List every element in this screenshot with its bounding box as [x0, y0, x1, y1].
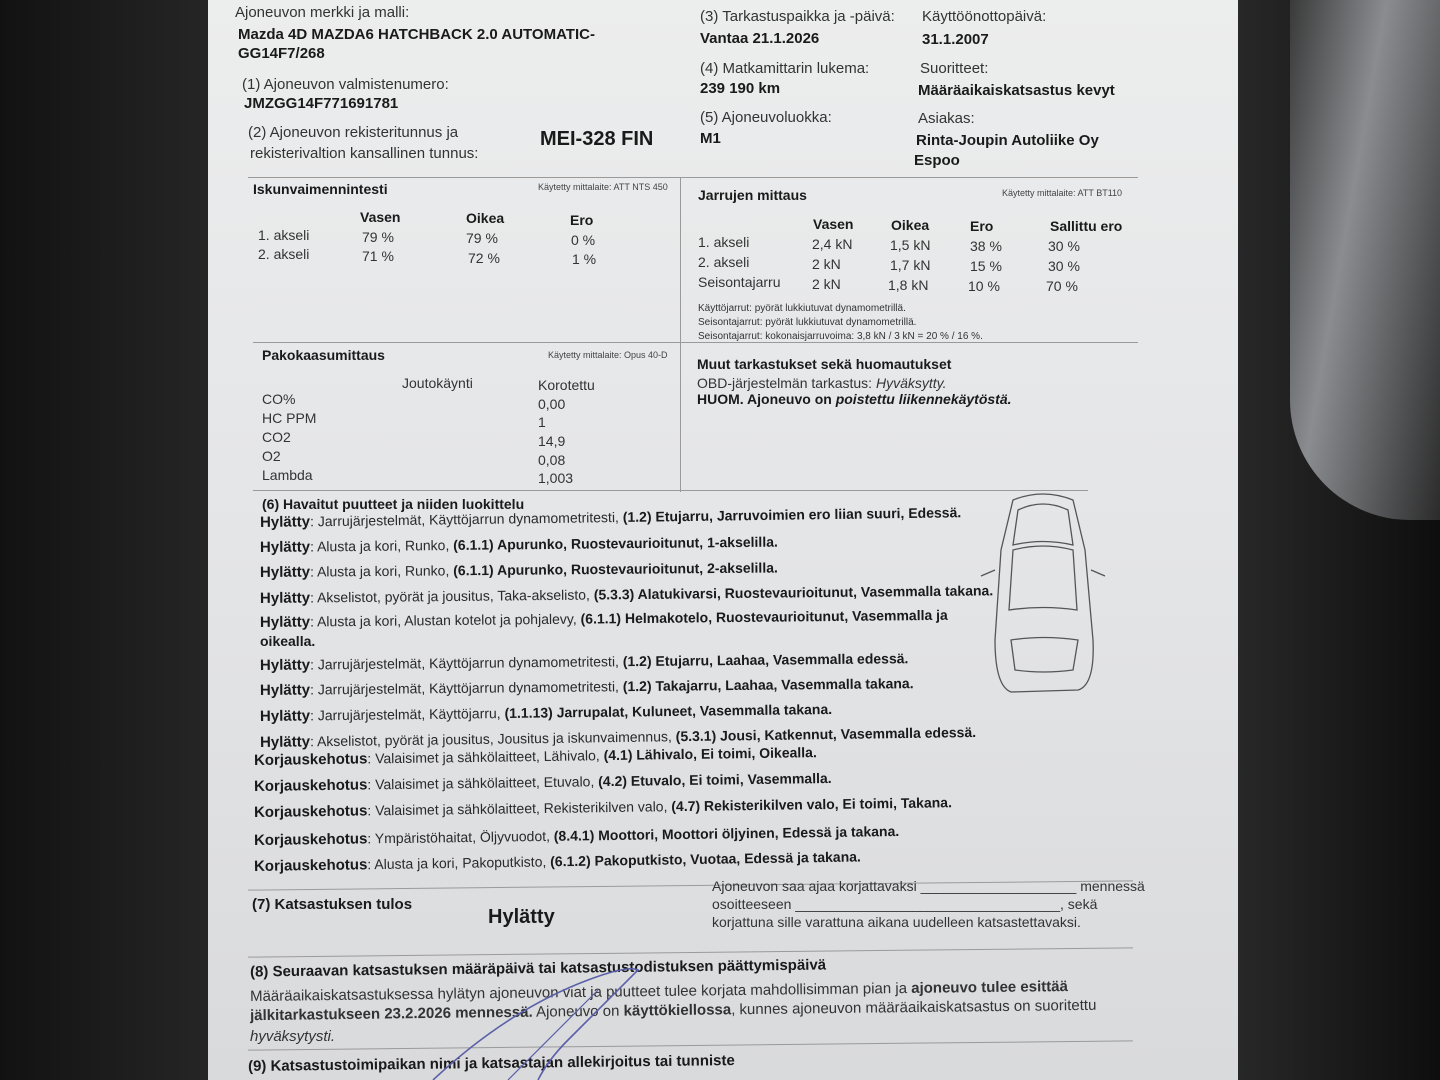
vin-value: JMZGG14F771691781: [244, 95, 399, 112]
defect-detail: (4.7) Rekisterikilven valo, Ei toimi, Takana.: [671, 794, 953, 815]
defect-type: Korjauskehotus: [253, 802, 368, 821]
background-console: [1290, 0, 1440, 520]
defect-detail: (1.2) Etujarru, Jarruvoimien ero liian suuri, Edessä.: [622, 504, 962, 525]
exhaust-title: Pakokaasumittaus: [262, 347, 385, 363]
cell: 2,4 kN: [812, 236, 853, 252]
exhaust-value: 1,003: [538, 470, 574, 486]
result-title: (7) Katsastuksen tulos: [252, 896, 413, 913]
defect-detail: (6.1.1) Apurunko, Ruostevaurioitunut, 2-akselilla.: [453, 559, 778, 579]
cell: 0 %: [571, 232, 596, 248]
cell: 70 %: [1046, 278, 1078, 294]
defect-type: Hylätty: [259, 513, 311, 531]
exhaust-param: O2: [262, 448, 281, 464]
brakes-device: Käytetty mittalaite: ATT BT110: [1002, 188, 1123, 198]
customer-city: Espoo: [914, 152, 960, 169]
col-header: Oikea: [891, 217, 930, 233]
defect-item-continued: [260, 633, 315, 649]
defect-category: : Akselistot, pyörät ja jousitus, Taka-akselisto,: [309, 586, 594, 606]
reg-label: (2) Ajoneuvon rekisteritunnus ja: [248, 124, 459, 141]
drive-text-3: korjattuna sille varattuna aikana uudelleen katsastettavaksi.: [712, 914, 1081, 930]
next-text: Määräaikaiskatsastuksessa hylätyn ajoneuvon viat ja puutteet tulee korjata mahdollisimman pian ja ajoneuvo tulee esittää: [249, 978, 1068, 1005]
defect-category: : Alusta ja kori, Alustan kotelot ja pohjalevy,: [309, 610, 581, 630]
defect-type: Korjauskehotus: [253, 856, 368, 875]
make-value-2: GG14F7/268: [238, 45, 325, 62]
exhaust-value: 0,00: [538, 396, 566, 412]
make-label: Ajoneuvon merkki ja malli:: [235, 4, 410, 21]
defect-item: [254, 794, 952, 821]
col-header: Ero: [970, 218, 994, 234]
vin-label: (1) Ajoneuvon valmistenumero:: [242, 76, 449, 93]
intro-value: 31.1.2007: [922, 31, 989, 48]
defect-type: Hylätty: [259, 681, 311, 699]
col-header: Vasen: [360, 209, 401, 225]
obd-check: OBD-järjestelmän tarkastus: Hyväksytty.: [697, 375, 947, 391]
defect-detail: (5.3.3) Alatukivarsi, Ruostevaurioitunut, Vasemmalla takana.: [593, 582, 994, 603]
divider: [253, 490, 1088, 491]
defect-category: : Alusta ja kori, Runko,: [309, 536, 454, 555]
next-title: (8) Seuraavan katsastuksen määräpäivä tai katsastustodistuksen päättymispäivä: [249, 956, 827, 981]
defect-type: Hylätty: [259, 733, 311, 751]
cell: 1,8 kN: [888, 277, 929, 293]
result-value: Hylätty: [488, 906, 555, 928]
defect-category: : Valaisimet ja sähkölaitteet, Etuvalo,: [367, 773, 599, 793]
perf-value: Määräaikaiskatsastus kevyt: [918, 82, 1115, 99]
col-header: Korotettu: [538, 377, 595, 393]
class-label: (5) Ajoneuvoluokka:: [700, 109, 832, 126]
defect-item: [260, 650, 909, 674]
cell: 72 %: [468, 250, 500, 266]
defect-type: Hylätty: [259, 707, 311, 725]
background-seat-left: [0, 0, 215, 1080]
brakes-note: Seisontajarrut: kokonaisjarruvoima: 3,8 kN / 3 kN = 20 % / 16 %.: [698, 331, 983, 342]
defect-detail: (5.3.1) Jousi, Katkennut, Vasemmalla edessä.: [675, 724, 977, 745]
make-value: Mazda 4D MAZDA6 HATCHBACK 2.0 AUTOMATIC-: [238, 26, 595, 43]
defect-item: [260, 582, 993, 607]
col-header: Vasen: [813, 216, 854, 232]
defect-detail: (1.2) Takajarru, Laahaa, Vasemmalla takana.: [622, 675, 914, 695]
car-diagram-icon: [973, 490, 1113, 700]
defect-item: [254, 770, 832, 795]
defects-title: (6) Havaitut puutteet ja niiden luokittelu: [262, 496, 525, 512]
cell: 1. akseli: [258, 227, 310, 243]
next-text-3: hyväksytysti.: [250, 1028, 336, 1045]
shock-title: Iskunvaimennintesti: [253, 181, 388, 197]
cell: 1 %: [572, 251, 597, 267]
cell: 30 %: [1048, 258, 1080, 274]
cell: 30 %: [1048, 238, 1080, 254]
cell: 10 %: [968, 278, 1000, 294]
defect-type: Korjauskehotus: [253, 776, 368, 795]
divider: [248, 177, 1138, 178]
exhaust-param: Lambda: [262, 467, 313, 483]
defect-detail: (4.1) Lähivalo, Ei toimi, Oikealla.: [603, 744, 817, 764]
drive-address: osoitteeseen __________________________________, sekä: [712, 896, 1098, 912]
defect-type: Hylätty: [259, 589, 311, 607]
intro-label: Käyttöönottopäivä:: [922, 8, 1047, 25]
defect-detail: (1.2) Etujarru, Laahaa, Vasemmalla edessä.: [622, 650, 909, 670]
exhaust-param: HC PPM: [262, 410, 317, 426]
exhaust-value: 14,9: [538, 433, 566, 449]
defect-item: [260, 559, 778, 581]
exhaust-device: Käytetty mittalaite: Opus 40-D: [548, 350, 668, 360]
defect-category: : Akselistot, pyörät ja jousitus, Jousitus ja iskunvaimennus,: [309, 728, 676, 750]
reg-value: MEI-328 FIN: [540, 128, 654, 150]
reg-label-2: rekisterivaltion kansallinen tunnus:: [250, 145, 479, 162]
defect-type: Hylätty: [259, 613, 311, 631]
defect-item: [254, 823, 899, 849]
signature-title: (9) Katsastustoimipaikan nimi ja katsastajan allekirjoitus tai tunniste: [247, 1052, 735, 1075]
defect-category: : Valaisimet ja sähkölaitteet, Lähivalo,: [367, 747, 604, 767]
cell: 1,7 kN: [890, 257, 931, 273]
divider: [248, 1040, 1133, 1050]
defect-type: Korjauskehotus: [253, 750, 368, 769]
drive-text: Ajoneuvon saa ajaa korjattavaksi ____________________ mennessä: [712, 878, 1145, 894]
cell: 15 %: [970, 258, 1002, 274]
shock-device: Käytetty mittalaite: ATT NTS 450: [538, 182, 668, 192]
cell: 79 %: [362, 229, 394, 245]
cell: 71 %: [362, 248, 394, 264]
defect-category: : Valaisimet ja sähkölaitteet, Rekisterikilven valo,: [367, 798, 672, 819]
exhaust-param: CO2: [262, 429, 291, 445]
exhaust-value: 0,08: [538, 452, 566, 468]
defect-detail: oikealla.: [260, 633, 316, 649]
defect-category: : Jarrujärjestelmät, Käyttöjarrun dynamometritesti,: [309, 508, 623, 530]
defect-type: Hylätty: [259, 538, 311, 556]
divider: [248, 947, 1133, 957]
cell: 38 %: [970, 238, 1002, 254]
defect-type: Hylätty: [259, 563, 311, 581]
odo-value: 239 190 km: [700, 80, 781, 97]
place-value: Vantaa 21.1.2026: [700, 30, 820, 47]
defect-category: : Jarrujärjestelmät, Käyttöjarru,: [309, 705, 505, 724]
defect-detail: (4.2) Etuvalo, Ei toimi, Vasemmalla.: [598, 769, 832, 790]
col-header: Ero: [570, 212, 594, 228]
defect-detail: (1.1.13) Jarrupalat, Kuluneet, Vasemmalla takana.: [504, 701, 833, 722]
brakes-note: Käyttöjarrut: pyörät lukkiutuvat dynamometrillä.: [698, 303, 906, 314]
customer-value: Rinta-Joupin Autoliike Oy: [916, 132, 1099, 149]
place-label: (3) Tarkastuspaikka ja -päivä:: [700, 8, 895, 25]
next-text-2: jälkitarkastukseen 23.2.2026 mennessä. Ajoneuvo on käyttökiellossa, kunnes ajoneuvon määräaikaiskatsastus on suoritettu: [249, 996, 1097, 1025]
defect-category: : Alusta ja kori, Pakoputkisto,: [367, 853, 551, 873]
defect-type: Korjauskehotus: [253, 830, 368, 849]
class-value: M1: [700, 130, 721, 147]
divider: [253, 342, 1138, 343]
cell: 2. akseli: [698, 254, 750, 270]
defect-item: [254, 848, 861, 875]
defect-item: [260, 607, 948, 631]
defect-category: : Ympäristöhaitat, Öljyvuodot,: [367, 827, 554, 847]
col-header: Joutokäynti: [402, 375, 473, 391]
brakes-note: Seisontajarrut: pyörät lukkiutuvat dynamometrillä.: [698, 317, 917, 328]
decommission-note: HUOM. Ajoneuvo on poistettu liikennekäytöstä.: [697, 391, 1012, 407]
other-title: Muut tarkastukset sekä huomautukset: [697, 356, 952, 372]
defect-type: Hylätty: [259, 656, 311, 674]
defect-category: : Alusta ja kori, Runko,: [309, 562, 454, 580]
defect-detail: (6.1.1) Helmakotelo, Ruostevaurioitunut, Vasemmalla ja: [580, 606, 948, 627]
defect-item: [260, 701, 832, 725]
exhaust-param: CO%: [262, 391, 296, 407]
defect-item: [260, 675, 914, 699]
odo-label: (4) Matkamittarin lukema:: [700, 60, 870, 77]
defect-detail: (8.4.1) Moottori, Moottori öljyinen, Edessä ja takana.: [553, 822, 900, 844]
cell: 2 kN: [812, 276, 841, 292]
cell: 1. akseli: [698, 234, 750, 250]
cell: 2. akseli: [258, 246, 310, 262]
perf-label: Suoritteet:: [920, 60, 989, 77]
cell: 1,5 kN: [890, 237, 931, 253]
col-header: Oikea: [466, 210, 505, 226]
defect-detail: (6.1.1) Apurunko, Ruostevaurioitunut, 1-akselilla.: [453, 533, 778, 553]
inspection-report: [208, 0, 1238, 1080]
defect-category: : Jarrujärjestelmät, Käyttöjarrun dynamometritesti,: [309, 678, 623, 698]
defect-category: : Jarrujärjestelmät, Käyttöjarrun dynamometritesti,: [309, 653, 623, 673]
col-header: Sallittu ero: [1050, 218, 1123, 234]
cell: 2 kN: [812, 256, 841, 272]
defect-detail: (6.1.2) Pakoputkisto, Vuotaa, Edessä ja takana.: [550, 848, 861, 870]
cell: 79 %: [466, 230, 498, 246]
brakes-title: Jarrujen mittaus: [698, 187, 807, 203]
customer-label: Asiakas:: [918, 110, 975, 127]
divider: [680, 177, 681, 492]
exhaust-value: 1: [538, 414, 546, 430]
cell: Seisontajarru: [698, 274, 781, 290]
defect-item: [260, 534, 778, 556]
